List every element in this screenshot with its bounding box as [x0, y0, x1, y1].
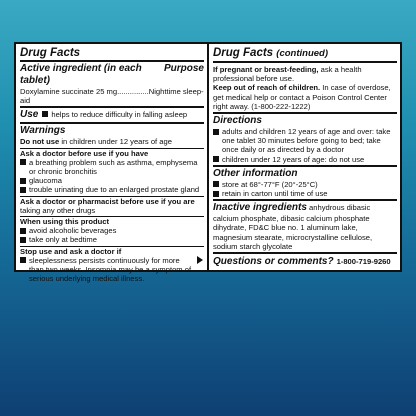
drug-facts-left-column: [16, 44, 209, 284]
use-section: [20, 108, 204, 121]
list-item: retain in carton until time of use: [213, 189, 397, 198]
inactive-ingredients-title: Inactive ingredients: [213, 202, 307, 214]
use-title: Use: [20, 109, 39, 121]
bullet-icon: [213, 191, 219, 197]
purpose-label: Purpose: [163, 63, 204, 74]
drug-facts-header: Drug Facts: [20, 44, 204, 62]
bullet-icon: [20, 178, 26, 184]
active-ingredient-title: Active ingredient (in each tablet): [20, 63, 142, 86]
questions-phone[interactable]: 1-800-719-9260: [336, 257, 391, 267]
questions-title: Questions or comments?: [213, 256, 334, 268]
drug-facts-continued-header: Drug Facts (continued): [213, 44, 397, 63]
directions-title: Directions: [213, 115, 262, 127]
do-not-use-line: Do not use in children under 12 years of age: [20, 137, 172, 147]
bullet-icon: [20, 187, 26, 193]
ask-doctor-title: Ask a doctor before use if you have: [20, 148, 149, 158]
warnings-title: Warnings: [20, 125, 66, 137]
list-item: sleeplessness persists continuously for more than two weeks. Insomnia may be a symptom of serious underlying medical illness.: [20, 256, 204, 284]
list-item: children under 12 years of age: do not use: [213, 155, 397, 164]
bullet-icon: [20, 257, 26, 263]
other-information-title: Other information: [213, 167, 298, 179]
list-item: take only at bedtime: [20, 235, 204, 244]
stop-use-title: Stop use and ask a doctor if: [20, 246, 122, 256]
ask-pharmacist-line: Ask a doctor or pharmacist before use if you are taking any other drugs: [20, 196, 195, 215]
active-ingredient-line: Doxylamine succinate 25 mg...............Nighttime sleep-aid: [20, 87, 204, 106]
list-item: adults and children 12 years of age and over: take one tablet 30 minutes before going to bed; take once daily or as directed by a doctor: [213, 127, 397, 155]
list-item: avoid alcoholic beverages: [20, 226, 204, 235]
questions-section: [213, 254, 397, 268]
bullet-icon: [213, 156, 219, 162]
drug-facts-panel: [14, 42, 402, 284]
continued-arrow-icon: [197, 256, 203, 264]
keep-out-line: Keep out of reach of children. In case of overdose, get medical help or contact a Poison Control Center right away. (1-800-222-1222): [213, 83, 391, 111]
bullet-icon: [42, 111, 48, 117]
when-using-title: When using this product: [20, 217, 110, 227]
list-item: trouble urinating due to an enlarged prostate gland: [20, 185, 204, 194]
bullet-icon: [213, 129, 219, 135]
list-item: store at 68°-77°F (20°-25°C): [213, 180, 397, 189]
bullet-icon: [20, 159, 26, 165]
list-item: glaucoma: [20, 176, 204, 185]
bullet-icon: [20, 228, 26, 234]
use-item: helps to reduce difficulty in falling asleep: [42, 110, 187, 119]
pregnant-line: If pregnant or breast-feeding, ask a health professional before use.: [213, 65, 362, 84]
list-item: a breathing problem such as asthma, emphysema or chronic bronchitis: [20, 158, 204, 176]
active-ingredient-header: [20, 62, 204, 87]
inactive-ingredients-section: [213, 201, 397, 251]
bullet-icon: [213, 181, 219, 187]
drug-facts-right-column: [209, 44, 400, 270]
bullet-icon: [20, 237, 26, 243]
inactive-ingredients-text: anhydrous dibasic calcium phosphate, dibasic calcium phosphate dihydrate, FD&C blue no. 1 aluminum lake, magnesium stearate, microcrystalline cellulose, sodium starch glycolate: [213, 203, 373, 251]
